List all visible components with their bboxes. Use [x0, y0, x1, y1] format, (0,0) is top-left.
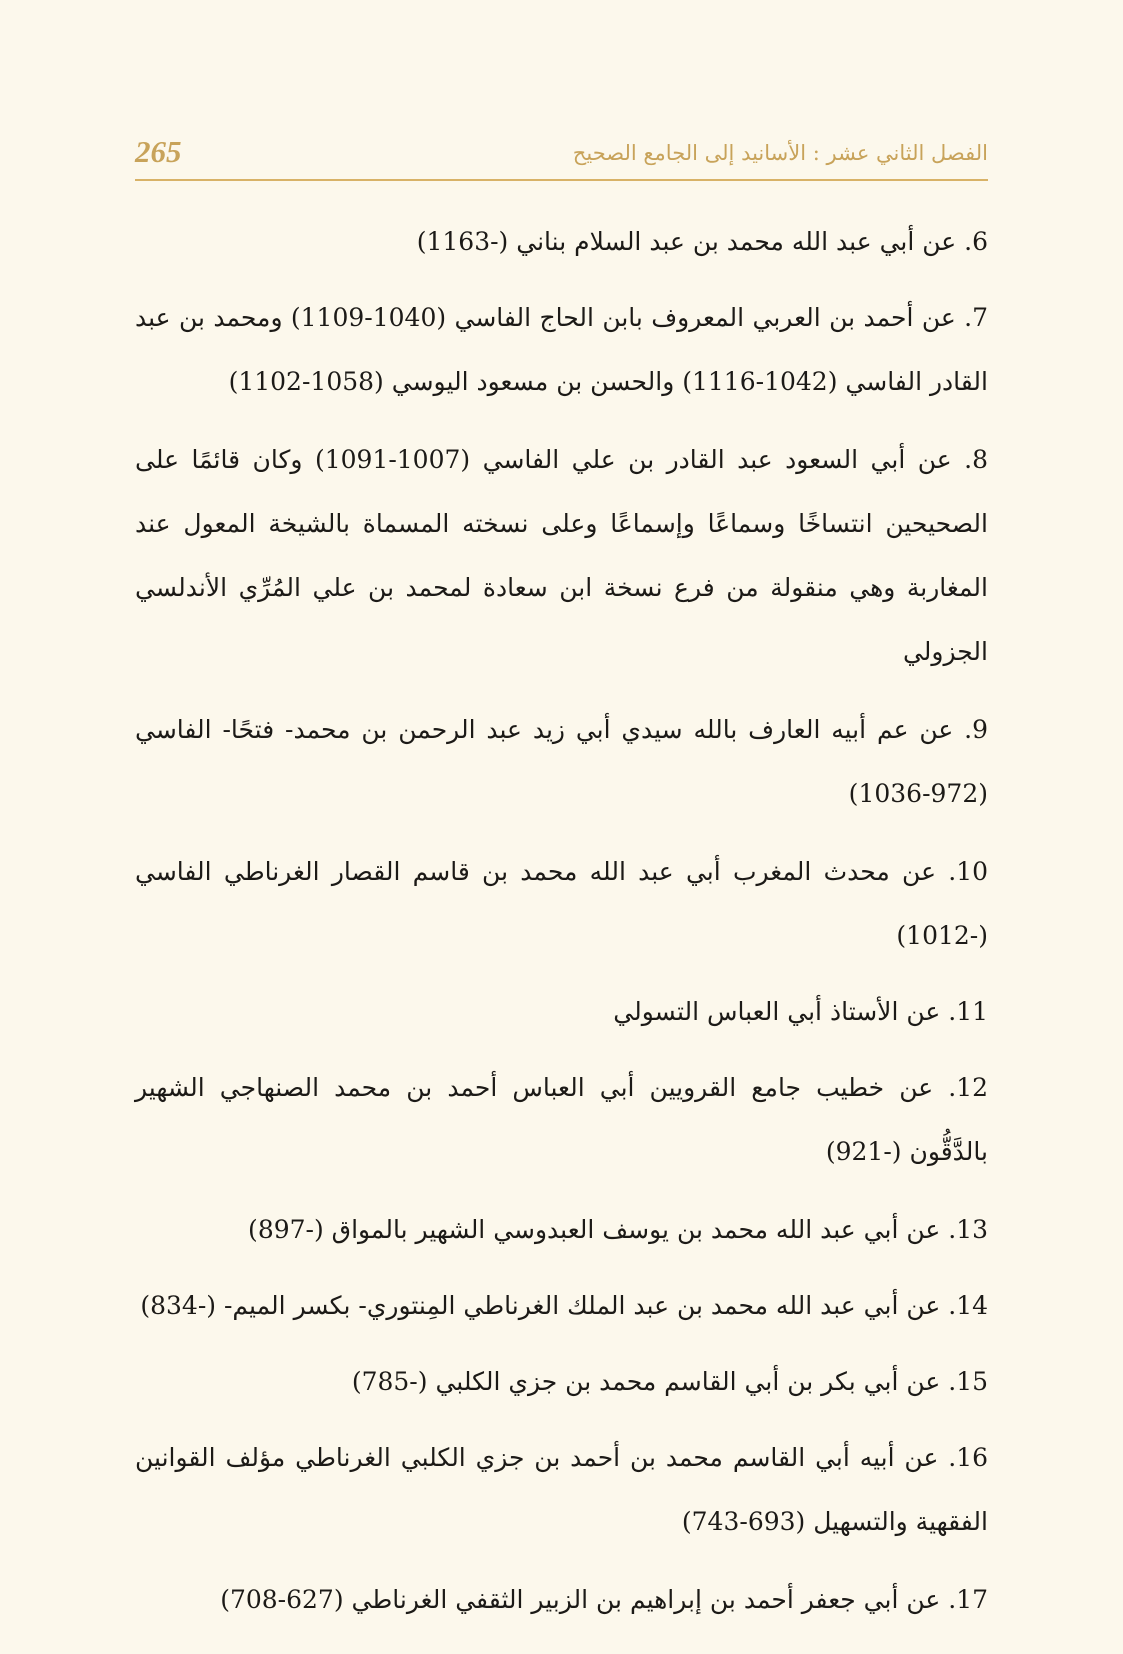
page-body: [135, 210, 988, 1644]
header-divider: [135, 179, 988, 181]
running-title: الفصل الثاني عشر : الأسانيد إلى الجامع الصحيح: [572, 141, 988, 165]
chain-entry-16: 16. عن أبيه أبي القاسم محمد بن أحمد بن جزي الكلبي الغرناطي مؤلف القوانين الفقهية والتسهيل (693-743): [135, 1443, 988, 1536]
chain-entry-14: 14. عن أبي عبد الله محمد بن عبد الملك الغرناطي المِنتوري- بكسر الميم- (-834): [140, 1291, 988, 1320]
chain-entry-17: 17. عن أبي جعفر أحمد بن إبراهيم بن الزبير الثقفي الغرناطي (627-708): [220, 1585, 988, 1614]
chain-entry-10: 10. عن محدث المغرب أبي عبد الله محمد بن قاسم القصار الغرناطي الفاسي (-1012): [135, 857, 988, 950]
page-number: 265: [135, 134, 182, 169]
chain-entry-12: 12. عن خطيب جامع القرويين أبي العباس أحمد بن محمد الصنهاجي الشهير بالدَّقُّون (-921): [135, 1073, 988, 1166]
chain-entry-15: 15. عن أبي بكر بن أبي القاسم محمد بن جزي الكلبي (-785): [351, 1367, 988, 1396]
chain-entry-9: 9. عن عم أبيه العارف بالله سيدي أبي زيد عبد الرحمن بن محمد- فتحًا- الفاسي (972-1036): [135, 715, 988, 808]
chain-entry-11: 11. عن الأستاذ أبي العباس التسولي: [613, 997, 988, 1026]
chain-entry-7: 7. عن أحمد بن العربي المعروف بابن الحاج الفاسي (1040-1109) ومحمد بن عبد القادر الفاسي (1042-1116) والحسن بن مسعود اليوسي (1058-1102): [135, 303, 989, 396]
chain-entry-13: 13. عن أبي عبد الله محمد بن يوسف العبدوسي الشهير بالمواق (-897): [248, 1215, 988, 1244]
chain-entry-6: 6. عن أبي عبد الله محمد بن عبد السلام بناني (-1163): [416, 227, 988, 256]
page-header: [135, 132, 988, 178]
chain-entry-8: 8. عن أبي السعود عبد القادر بن علي الفاسي (1007-1091) وكان قائمًا على الصحيحين انتساخًا وسماعًا وإسماعًا وعلى نسخته المسماة بالشيخة المعول عند المغاربة وهي منقولة من فرع نسخة ابن سعادة لمحمد بن علي المُرِّي الأندلسي الجزولي: [135, 445, 989, 666]
